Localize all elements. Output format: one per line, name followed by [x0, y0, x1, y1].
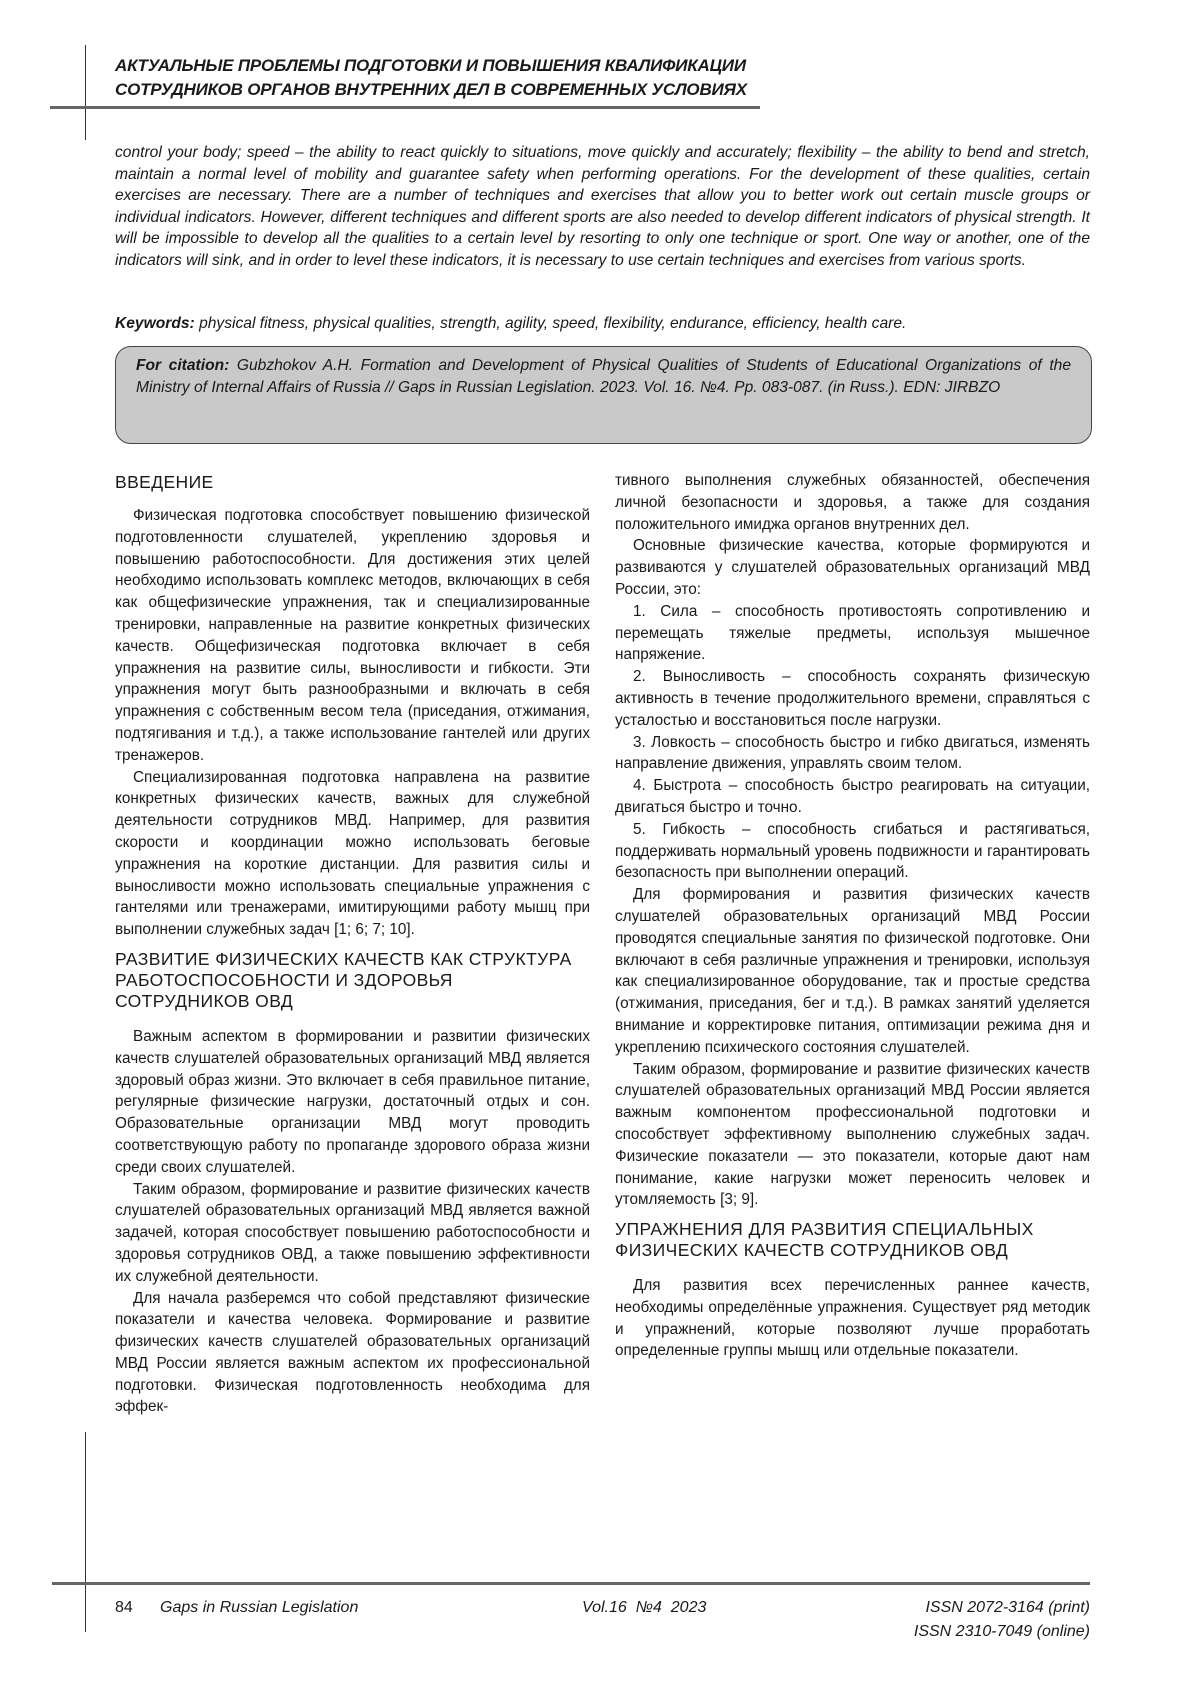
page-number: 84: [115, 1596, 133, 1620]
list-item: 4. Быстрота – способность быстро реагировать на ситуации, двигаться быстро и точно.: [615, 775, 1090, 819]
paragraph: Для развития всех перечисленных раннее качеств, необходимы определённые упражнения. Существует ряд методик и упражнений, которые позволяют лучше проработать определенные группы мышц или отдельные показатели.: [615, 1275, 1090, 1362]
section-heading-introduction: ВВЕДЕНИЕ: [115, 472, 590, 493]
running-head-line1: АКТУАЛЬНЫЕ ПРОБЛЕМЫ ПОДГОТОВКИ И ПОВЫШЕНИЯ КВАЛИФИКАЦИИ: [115, 54, 747, 78]
citation-text: Gubzhokov A.H. Formation and Development of Physical Qualities of Students of Educational Organizations of the Ministry of Internal Affairs of Russia // Gaps in Russian Legislation. 2023. Vol. 16. №4. Pp. 083-087. (in Russ.). EDN: JIRBZO: [136, 357, 1071, 396]
paragraph: Основные физические качества, которые формируются и развиваются у слушателей образовательных организаций МВД России, это:: [615, 535, 1090, 600]
issue-info: Vol.16 №4 2023: [582, 1596, 706, 1620]
keywords-label: Keywords:: [115, 315, 195, 332]
right-column: [615, 470, 1090, 1362]
list-item: 5. Гибкость – способность сгибаться и растягиваться, поддерживать нормальный уровень подвижности и гарантировать безопасность при выполнении операций.: [615, 819, 1090, 884]
footer-horizontal-rule: [52, 1582, 1090, 1585]
paragraph: Важным аспектом в формировании и развитии физических качеств слушателей образовательных организаций МВД является здоровый образ жизни. Это включает в себя правильное питание, регулярные физические нагрузки, достаточный отдых и сон. Образовательные организации МВД могут проводить соответствующую работу по пропаганде здорового образа жизни среди своих слушателей.: [115, 1026, 590, 1179]
list-item: 1. Сила – способность противостоять сопротивлению и перемещать тяжелые предметы, используя мышечное напряжение.: [615, 601, 1090, 666]
paragraph: тивного выполнения служебных обязанностей, обеспечения личной безопасности и здоровья, а также для создания положительного имиджа органов внутренних дел.: [615, 470, 1090, 535]
paragraph: Таким образом, формирование и развитие физических качеств слушателей образовательных организаций МВД России является важным компонентом профессиональной подготовки и способствует эффективному выполнению служебных задач. Физические показатели — это показатели, которые дают нам понимание, какие нагрузки может переносить человек и утомляемость [3; 9].: [615, 1059, 1090, 1212]
list-item: 3. Ловкость – способность быстро и гибко двигаться, изменять направление движения, управлять своим телом.: [615, 732, 1090, 776]
left-column: [115, 474, 590, 1418]
keywords-text: physical fitness, physical qualities, strength, agility, speed, flexibility, endurance, efficiency, health care.: [195, 315, 907, 332]
issn-block: [914, 1596, 1090, 1644]
abstract-text: control your body; speed – the ability to react quickly to situations, move quickly and accurately; flexibility – the ability to bend and stretch, maintain a normal level of mobility and guarantee safety when performing operations. For the development of these qualities, certain exercises are necessary. There are a number of techniques and exercises that allow you to better work out certain muscle groups or individual indicators. However, different techniques and different sports are also needed to develop different indicators of physical strength. It will be impossible to develop all the qualities to a certain level by resorting to only one technique or sport. One way or another, one of the indicators will sink, and in order to level these indicators, it is necessary to use certain techniques and exercises from various sports.: [115, 142, 1090, 272]
paragraph: Для начала разберемся что собой представляют физические показатели и качества человека. Формирование и развитие физических качеств слушателей образовательных организаций МВД России является важным аспектом их профессиональной подготовки. Физическая подготовленность необходима для эффек-: [115, 1288, 590, 1419]
keywords: [115, 313, 1090, 335]
issn-online: ISSN 2310-7049 (online): [914, 1620, 1090, 1644]
header-vertical-rule: [85, 45, 86, 140]
paragraph: Физическая подготовка способствует повышению физической подготовленности слушателей, укреплению здоровья и повышению работоспособности. Для достижения этих целей необходимо использовать комплекс методов, включающих в себя как общефизические упражнения, так и специализированные тренировки, направленные на развитие конкретных физических качеств. Общефизическая подготовка включает в себя упражнения на развитие силы, выносливости и гибкости. Эти упражнения могут быть разнообразными и включать в себя упражнения с собственным весом тела (приседания, отжимания, подтягивания и т.д.), а также использование гантелей или других тренажеров.: [115, 505, 590, 767]
running-head: [115, 54, 747, 102]
section-heading: РАЗВИТИЕ ФИЗИЧЕСКИХ КАЧЕСТВ КАК СТРУКТУРА РАБОТОСПОСОБНОСТИ И ЗДОРОВЬЯ СОТРУДНИКОВ ОВД: [115, 949, 590, 1012]
issn-print: ISSN 2072-3164 (print): [914, 1596, 1090, 1620]
list-item: 2. Выносливость – способность сохранять физическую активность в течение продолжительного времени, справляться с усталостью и восстановиться после нагрузки.: [615, 666, 1090, 731]
citation-box: [115, 346, 1092, 444]
header-horizontal-rule: [50, 106, 760, 109]
paragraph: Специализированная подготовка направлена на развитие конкретных физических качеств, важных для служебной деятельности сотрудников МВД. Например, для развития скорости и координации можно использовать беговые упражнения на короткие дистанции. Для развития силы и выносливости можно использовать специальные упражнения с гантелями или тренажерами, имитирующими работу мышц при выполнении служебных задач [1; 6; 7; 10].: [115, 767, 590, 941]
citation-label: For citation:: [136, 357, 229, 374]
section-heading: УПРАЖНЕНИЯ ДЛЯ РАЗВИТИЯ СПЕЦИАЛЬНЫХ ФИЗИЧЕСКИХ КАЧЕСТВ СОТРУДНИКОВ ОВД: [615, 1219, 1090, 1261]
footer-vertical-rule: [85, 1432, 86, 1632]
running-head-line2: СОТРУДНИКОВ ОРГАНОВ ВНУТРЕННИХ ДЕЛ В СОВРЕМЕННЫХ УСЛОВИЯХ: [115, 78, 747, 102]
paragraph: Для формирования и развития физических качеств слушателей образовательных организаций МВД России проводятся специальные занятия по физической подготовке. Они включают в себя различные упражнения и тренировки, используя как специализированное оборудование, так и простые средства (отжимания, приседания, бег и т.д.). В рамках занятий уделяется внимание и корректировке питания, оптимизации режима дня и укреплению психического состояния слушателей.: [615, 884, 1090, 1058]
paragraph: Таким образом, формирование и развитие физических качеств слушателей образовательных организаций МВД является важной задачей, которая способствует повышению работоспособности и здоровья сотрудников ОВД, а также повышению эффективности их служебной деятельности.: [115, 1179, 590, 1288]
document-page: [0, 0, 1200, 1697]
journal-name: Gaps in Russian Legislation: [160, 1596, 358, 1620]
